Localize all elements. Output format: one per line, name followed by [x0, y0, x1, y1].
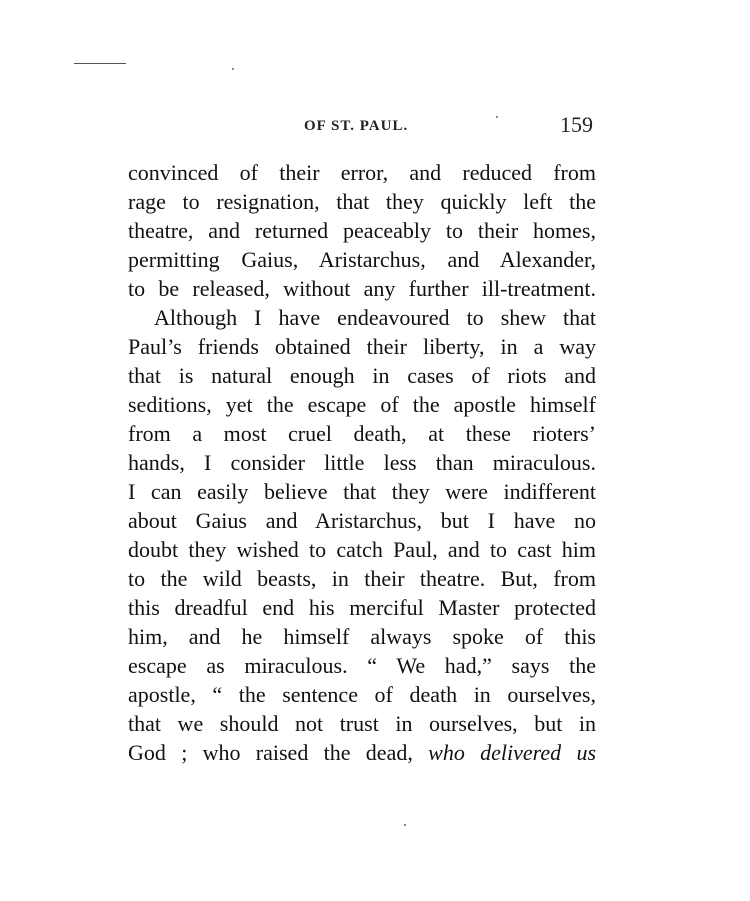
text-line: about Gaius and Aristarchus, but I have no — [128, 508, 596, 533]
last-line-italic: who delivered us — [428, 740, 597, 765]
running-head: OF ST. PAUL. — [304, 118, 409, 134]
text-line: I can easily believe that they were indifferent — [128, 479, 596, 504]
text-line: seditions, yet the escape of the apostle himself — [128, 392, 596, 417]
text-line: that is natural enough in cases of riots and — [128, 363, 596, 388]
text-line: this dreadful end his merciful Master protected — [128, 595, 596, 620]
text-line: apostle, “ the sentence of death in ourselves, — [128, 682, 596, 707]
text-line: permitting Gaius, Aristarchus, and Alexander, — [128, 247, 596, 272]
page-number: 159 — [560, 112, 593, 137]
page-header — [0, 112, 750, 140]
text-line: to be released, without any further ill-treatment. — [128, 276, 596, 301]
paragraph-start-line: Although I have endeavoured to shew that — [154, 305, 596, 330]
text-line: doubt they wished to catch Paul, and to cast him — [128, 537, 596, 562]
text-line: convinced of their error, and reduced from — [128, 160, 596, 185]
print-speck — [232, 68, 234, 70]
corner-rule-mark — [74, 63, 126, 64]
text-line: escape as miraculous. “ We had,” says the — [128, 653, 596, 678]
text-line: him, and he himself always spoke of this — [128, 624, 596, 649]
last-text-line — [128, 738, 596, 767]
last-line-roman: God ; who raised the dead, — [128, 740, 413, 765]
text-line: to the wild beasts, in their theatre. But, from — [128, 566, 596, 591]
text-line: from a most cruel death, at these rioters’ — [128, 421, 596, 446]
body-text — [128, 158, 596, 767]
text-line: hands, I consider little less than miraculous. — [128, 450, 596, 475]
text-line: rage to resignation, that they quickly left the — [128, 189, 596, 214]
text-line: Paul’s friends obtained their liberty, in a way — [128, 334, 596, 359]
text-line: that we should not trust in ourselves, but in — [128, 711, 596, 736]
print-speck — [404, 824, 406, 826]
text-line: theatre, and returned peaceably to their homes, — [128, 218, 596, 243]
